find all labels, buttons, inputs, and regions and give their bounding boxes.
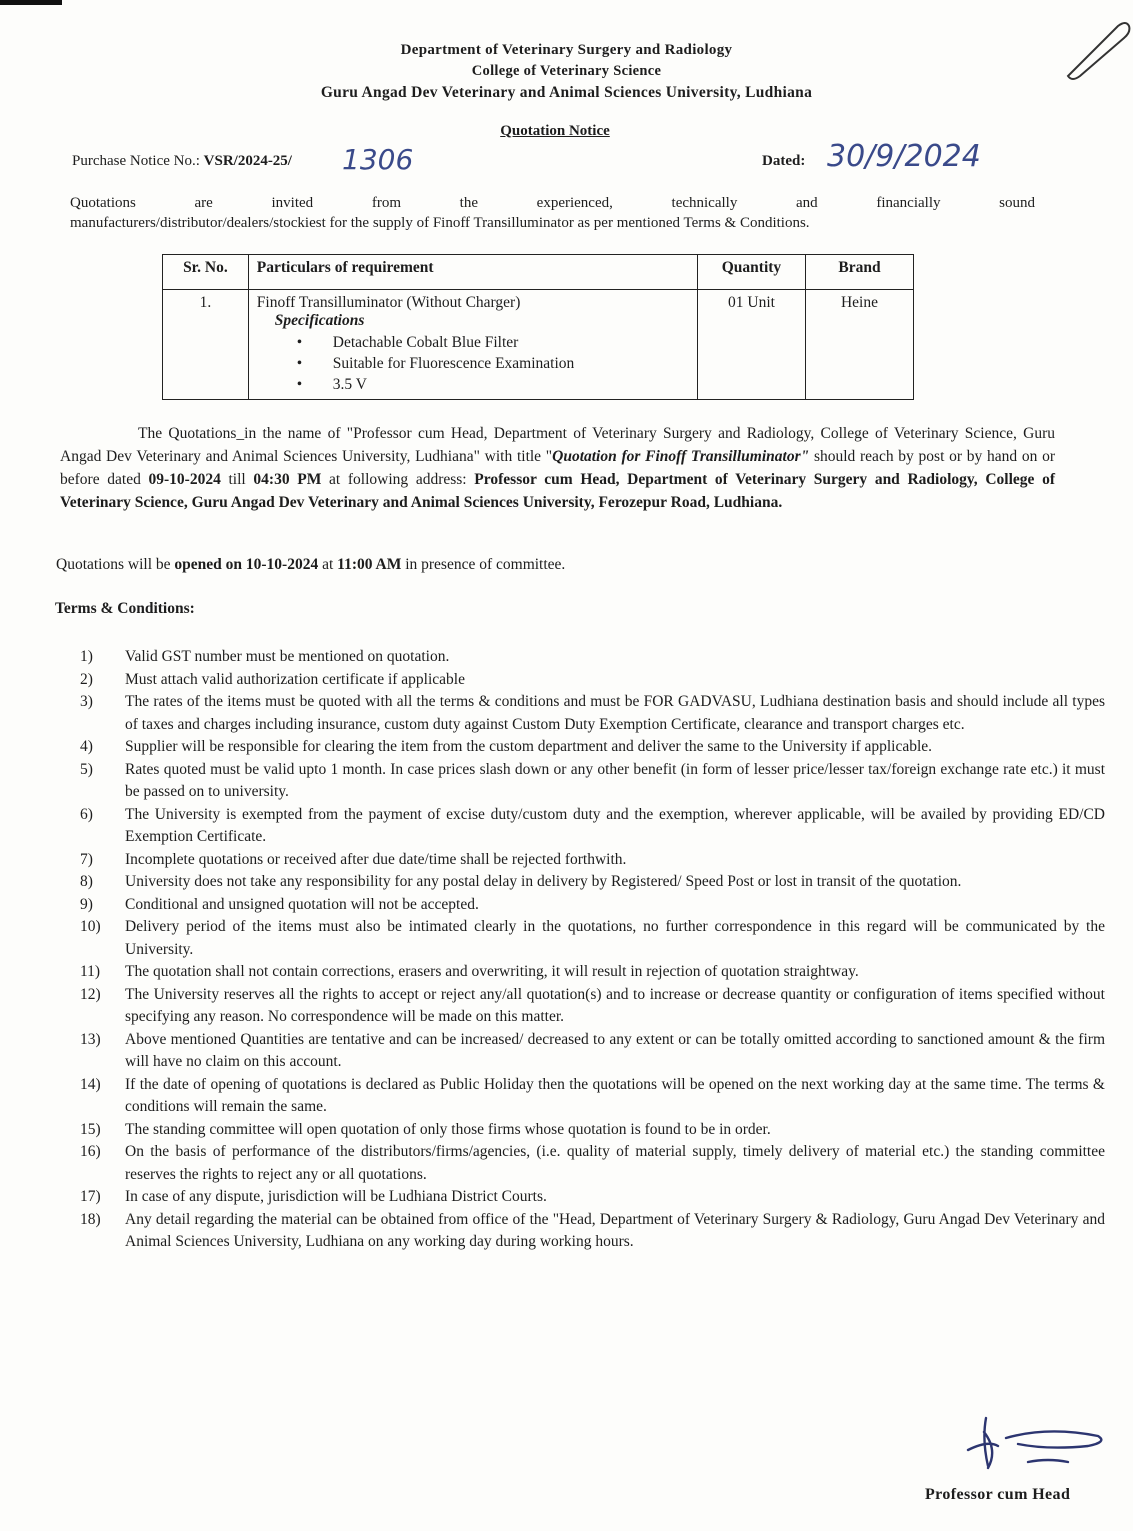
dated-label: Dated: bbox=[762, 153, 806, 169]
term-number: 10) bbox=[80, 918, 101, 935]
cell-particulars bbox=[248, 290, 697, 400]
term-text: Rates quoted must be valid upto 1 month. In case prices slash down or any other benefit (in form of lesser price/lesser tax/foreign exchange rate etc.) it must be passed on to university. bbox=[125, 760, 1105, 800]
term-number: 16) bbox=[80, 1143, 101, 1160]
list-item bbox=[80, 1141, 1105, 1186]
term-text: On the basis of performance of the distributors/firms/agencies, (i.e. quality of material supply, timely delivery of material etc.) the standing committee reserves the rights to reject any or all quotations. bbox=[125, 1143, 1105, 1183]
college-name: College of Veterinary Science bbox=[471, 63, 662, 79]
signature-mark bbox=[958, 1410, 1108, 1476]
col-brand: Brand bbox=[805, 255, 913, 290]
opening-text-1: Quotations will be bbox=[56, 556, 175, 573]
quotation-title: Quotation for Finoff Transilluminator" bbox=[552, 448, 810, 465]
para-text-2: should reach by post or by hand on or before dated bbox=[60, 448, 1055, 488]
scan-edge-mark bbox=[0, 0, 62, 5]
term-text: Supplier will be responsible for clearing the item from the custom department and deliver the same to the University if applicable. bbox=[125, 738, 933, 755]
term-number: 18) bbox=[80, 1210, 101, 1228]
term-text: Valid GST number must be mentioned on quotation. bbox=[125, 648, 450, 665]
para-text-3: till bbox=[220, 471, 254, 488]
term-text: Delivery period of the items must also be intimated clearly in the quotations, no further correspondence in this regard will be communicated by the University. bbox=[125, 918, 1105, 958]
term-number: 15) bbox=[80, 1120, 101, 1138]
para-text-1: The Quotations_in the name of "Professor cum Head, Department of Veterinary Surgery and Radiology, College of Veterinary Science, Guru Angad Dev Veterinary and Animal Sciences University, Ludhiana" with title " bbox=[60, 425, 1055, 465]
term-text: The University reserves all the rights to accept or reject any/all quotation(s) and to increase or decrease quantity or configuration of items specified without specifying any reason. No correspondence will be made on this matter. bbox=[125, 985, 1105, 1025]
term-number: 2) bbox=[80, 670, 93, 688]
term-number: 13) bbox=[80, 1030, 101, 1048]
list-item bbox=[80, 646, 1105, 669]
document-header bbox=[0, 40, 1133, 103]
list-item bbox=[80, 1186, 1105, 1209]
term-text: If the date of opening of quotations is declared as Public Holiday then the quotations will be opened on the next working day at the same time. The terms & conditions will remain the same. bbox=[125, 1075, 1105, 1115]
cell-sr-no: 1. bbox=[163, 290, 249, 400]
term-text: Must attach valid authorization certificate if applicable bbox=[125, 670, 465, 688]
reference-line bbox=[72, 139, 1072, 185]
terms-title: Terms & Conditions: bbox=[55, 600, 195, 617]
opening-line bbox=[56, 556, 1056, 574]
deadline-date: 09-10-2024 bbox=[148, 471, 221, 488]
signature-caption: Professor cum Head bbox=[925, 1486, 1071, 1503]
list-item bbox=[80, 691, 1105, 736]
term-text: University does not take any responsibility for any postal delay in delivery by Registered/ Speed Post or lost in transit of the quotation. bbox=[125, 873, 962, 890]
spec-item: • Suitable for Fluorescence Examination bbox=[257, 353, 689, 374]
term-text: The standing committee will open quotation of only those firms whose quotation is found to be in order. bbox=[125, 1120, 771, 1138]
list-item bbox=[80, 804, 1105, 849]
term-number: 9) bbox=[80, 895, 93, 913]
requirements-table bbox=[162, 254, 914, 400]
term-number: 7) bbox=[80, 850, 93, 868]
list-item bbox=[80, 759, 1105, 804]
spec-title: Specifications bbox=[274, 312, 365, 329]
term-number: 1) bbox=[80, 648, 93, 665]
list-item bbox=[80, 916, 1105, 961]
para-text-4: at following address: bbox=[321, 471, 475, 488]
term-text: In case of any dispute, jurisdiction will be Ludhiana District Courts. bbox=[125, 1188, 547, 1205]
submission-address: Professor cum Head, Department of Veterinary Surgery and Radiology, College of Veterinary Science, Guru Angad Dev Veterinary and Animal Sciences University, Ferozepur Road, Ludhiana. bbox=[60, 471, 1055, 511]
term-text: The rates of the items must be quoted with all the terms & conditions and must be FOR GADVASU, Ludhiana destination basis and should include all types of taxes and charges including insurance, custom duty against Custom Duty Exemption Certificate, clearance and transport charges etc. bbox=[125, 693, 1105, 733]
term-text: The University is exempted from the payment of excise duty/custom duty and the exemption, wherever applicable, will be availed by providing ED/CD Exemption Certificate. bbox=[125, 805, 1105, 845]
submission-paragraph bbox=[60, 422, 1055, 514]
term-number: 12) bbox=[80, 985, 101, 1003]
item-name: Finoff Transilluminator (Without Charger) bbox=[256, 294, 521, 311]
list-item bbox=[80, 1209, 1105, 1254]
term-number: 11) bbox=[80, 963, 101, 980]
deadline-time: 04:30 PM bbox=[253, 471, 322, 488]
col-sr-no: Sr. No. bbox=[163, 255, 249, 290]
term-text: Incomplete quotations or received after due date/time shall be rejected forthwith. bbox=[125, 850, 627, 868]
opening-date: opened on 10-10-2024 bbox=[174, 556, 319, 573]
intro-line-1: Quotations are invited from the experienced, technically and financially sound bbox=[70, 195, 1035, 211]
term-text: Conditional and unsigned quotation will not be accepted. bbox=[125, 895, 479, 913]
intro-line-2: manufacturers/distributor/dealers/stockiest for the supply of Finoff Transilluminator as per mentioned Terms & Conditions. bbox=[70, 215, 810, 231]
list-item bbox=[80, 736, 1105, 759]
terms-list bbox=[80, 646, 1105, 1254]
term-number: 6) bbox=[80, 805, 93, 823]
cell-brand: Heine bbox=[805, 290, 913, 400]
purchase-notice-code: VSR/2024-25/ bbox=[203, 153, 292, 169]
term-number: 14) bbox=[80, 1075, 101, 1093]
list-item bbox=[80, 1029, 1105, 1074]
list-item bbox=[80, 984, 1105, 1029]
term-number: 4) bbox=[80, 738, 93, 755]
term-text: Any detail regarding the material can be obtained from office of the "Head, Department of Veterinary Surgery & Radiology, Guru Angad Dev Veterinary and Animal Sciences University, Ludhiana on any working day during working hours. bbox=[125, 1210, 1105, 1250]
purchase-notice-prefix: Purchase Notice No.: bbox=[72, 153, 204, 169]
notice-title: Quotation Notice bbox=[500, 123, 610, 139]
term-number: 3) bbox=[80, 693, 93, 710]
list-item bbox=[80, 871, 1105, 894]
list-item bbox=[80, 1119, 1105, 1142]
spec-item: • 3.5 V bbox=[257, 374, 689, 395]
purchase-notice-label bbox=[72, 153, 292, 170]
table-header-row bbox=[163, 255, 914, 290]
opening-text-2: at bbox=[318, 556, 338, 573]
list-item bbox=[80, 894, 1105, 917]
list-item bbox=[80, 669, 1105, 692]
list-item bbox=[80, 961, 1105, 984]
dated-value: 30/9/2024 bbox=[827, 139, 981, 174]
list-item bbox=[80, 1074, 1105, 1119]
list-item bbox=[80, 849, 1105, 872]
table-row bbox=[163, 290, 914, 400]
opening-time: 11:00 AM bbox=[337, 556, 402, 573]
term-text: The quotation shall not contain corrections, erasers and overwriting, it will result in rejection of quotation straightway. bbox=[125, 963, 859, 980]
opening-text-3: in presence of committee. bbox=[401, 556, 566, 573]
spec-item: • Detachable Cobalt Blue Filter bbox=[257, 332, 689, 353]
cell-quantity: 01 Unit bbox=[697, 290, 805, 400]
term-text: Above mentioned Quantities are tentative and can be increased/ decreased to any extent or can be totally omitted according to sanctioned amount & the firm will have no claim on this account. bbox=[125, 1030, 1105, 1070]
term-number: 8) bbox=[80, 873, 93, 890]
col-particulars: Particulars of requirement bbox=[248, 255, 697, 290]
term-number: 5) bbox=[80, 760, 93, 778]
purchase-notice-number: 1306 bbox=[342, 143, 414, 176]
col-quantity: Quantity bbox=[697, 255, 805, 290]
university-name: Guru Angad Dev Veterinary and Animal Sciences University, Ludhiana bbox=[320, 84, 813, 101]
spec-list bbox=[257, 332, 689, 395]
term-number: 17) bbox=[80, 1188, 101, 1205]
department-name: Department of Veterinary Surgery and Radiology bbox=[400, 42, 733, 58]
